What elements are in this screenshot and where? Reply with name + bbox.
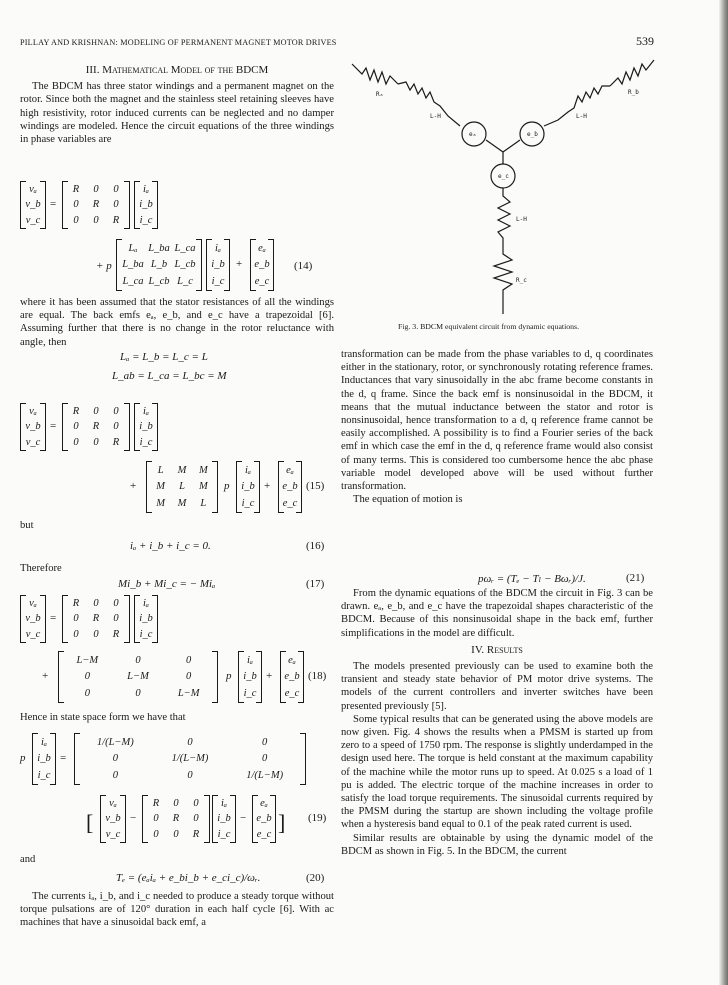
eq-number-19: (19) [308,812,327,824]
label-ea: eₐ [469,131,477,138]
matrix-v-14: vₐ v_b v_c [24,182,42,228]
operator-p: p [226,670,232,682]
page-number: 539 [636,34,654,48]
section-3-block [20,64,334,146]
label-lh-a: L-H [430,113,441,120]
label-ec: e_c [498,173,509,180]
state-space-intro: Hence in state space form we have that [20,712,186,723]
right-column-block-2: From the dynamic equations of the BDCM the circuit in Fig. 3 can be drawn. eₐ, e_b, and e_c have the trapezoidal shapes characteristic of the BDCM. Because of this nonsinusoidal shape in the back emf, further simplifications in the model are difficult. IV. Results The models presented previously can be used to examine both the transient and steady state behavior of PM motor drive systems. The models of the current controllers and inverter switches have been presented previously [5]. Some typical results that can be generated using the above models are now given. Fig. 4 shows the results when a PMSM is started up from zero to a speed of 1750 rpm. The response is slightly underdamped in the design used here. The torque is held constant at the maximum capability of the machine while the motor runs up to speed. At 0.025 s a load of 1 pu is added. The electric torque of the machine increases in order to satisfy the load torque requirements. The sinusoidal currents required by the PMSM during the startup are shown including the voltage profile when a hysteresis band equal to 0.1 of the peak rated current is used. Similar results are obtainable by using the dynamic model of the BDCM as shown in Fig. 5. In the BDCM, the current [341,588,653,857]
plus-sign: + [130,480,137,492]
matrix-L-15: L M M M L M M M L [150,462,214,512]
eq-16: iₐ + i_b + i_c = 0. [130,540,211,552]
matrix-e-15: eₐ e_b e_c [282,462,298,512]
plus-sign: + [42,670,49,682]
inductor-b [544,86,610,126]
section-4-title: IV. Results [471,643,523,656]
outer-bracket-left: [ [86,810,94,835]
paragraph-1: The BDCM has three stator windings and a permanent magnet on the rotor. Since both the magnet and the stainless steel retaining sleeves have high resistivity, rotor induced currents can be neglected and no damper windings are modeled. Hence the circuit equations of the three windings in phase variables are [20,81,334,146]
resistor-rb [610,60,654,86]
matrix-i-15b: iₐ i_b i_c [240,462,256,512]
label-lh-c: L-H [516,216,527,223]
matrix-R-18: R 0 0 0 R 0 0 0 R [66,596,126,642]
word-and: and [20,854,36,865]
bdcm-equivalent-circuit-figure [348,56,658,318]
equals-sign: = [50,198,57,210]
matrix-v-19: vₐ v_b v_c [104,796,122,842]
paragraph-2: where it has been assumed that the stator resistances of all the windings are equal. The back emfs eₐ, e_b, and e_c have a trapezoidal [6]. Assuming further that there is no change in the rotor reluctance with angle, then [20,297,334,348]
equals-sign: = [50,612,57,624]
matrix-e-14: eₐ e_b e_c [254,240,270,290]
eq-17: Mi_b + Mi_c = − Miₐ [118,578,216,590]
eq-number-14: (14) [294,260,313,272]
matrix-LM-18: L−M 0 0 0 L−M 0 0 0 L−M [62,652,214,702]
label-rc: R_c [516,277,527,284]
page-edge-shadow [719,0,728,985]
inductor-c [498,188,510,246]
eq-number-15: (15) [306,480,325,492]
matrix-R-15: R 0 0 0 R 0 0 0 R [66,404,126,450]
matrix-i-18a: iₐ i_b i_c [138,596,154,642]
matrix-i-19a: iₐ i_b i_c [36,734,52,784]
equals-sign: = [50,420,57,432]
word-therefore: Therefore [20,563,62,574]
minus-sign: − [240,812,247,824]
plus-p: + p [96,260,112,272]
matrix-v-18: vₐ v_b v_c [24,596,42,642]
inductor-a [398,82,460,126]
operator-p: p [20,752,26,764]
matrix-e-18: eₐ e_b e_c [284,652,300,702]
eq-21: pωᵣ = (Tₑ − Tₗ − Bωᵣ)/J. [478,573,586,585]
plus-sign: + [236,258,243,270]
matrix-R-14: R 0 0 0 R 0 0 0 R [66,182,126,228]
matrix-i-18b: iₐ i_b i_c [242,652,258,702]
minus-sign: − [130,812,137,824]
matrix-e-19: eₐ e_b e_c [256,796,272,842]
eq-20: Tₑ = (eₐiₐ + e_bi_b + e_ci_c)/ωᵣ. [116,872,261,884]
label-rb: R_b [628,89,639,96]
figure-3-caption: Fig. 3. BDCM equivalent circuit from dynamic equations. [398,322,580,331]
label-ra: Rₐ [376,91,384,98]
label-lh-b: L-H [576,113,587,120]
plus-sign: + [266,670,273,682]
resistor-rc [494,246,512,314]
outer-bracket-right: ] [278,810,286,835]
matrix-i-14b: iₐ i_b i_c [210,240,226,290]
operator-p: p [224,480,230,492]
equals-sign: = [60,752,67,764]
matrix-i-14a: iₐ i_b i_c [138,182,154,228]
matrix-inverse-19: 1/(L−M) 0 0 0 1/(L−M) 0 0 0 1/(L−M) [78,734,302,784]
right-column-block-1: transformation can be made from the phase variables to d, q coordinates either in the stationary, rotor, or synchronously rotating reference frames. Inductances that vary sinusoidally in the abc frame become constants in the d, q frame. Since the back emf is nonsinusoidal in the BDCM, it means that the mutual inductance between the stator and rotor is nonsinusoidal, hence transformation to a d, q reference frame cannot be easily accomplished. A possibility is to find a Fourier series of the back emf in which case the emf in the d, q reference frame would also consist of many terms. This is considered too cumbersome hence the abc phase variable model developed above will be used without further transformation. The equation of motion is [341,349,653,506]
matrix-i-19b: iₐ i_b i_c [216,796,232,842]
label-eb: e_b [527,131,538,138]
eq-number-17: (17) [306,578,325,590]
eq-mutual-inductance: L_ab = L_ca = L_bc = M [112,370,227,382]
resistor-ra [352,64,398,84]
eq-number-16: (16) [306,540,325,552]
eq-self-inductance: Lₐ = L_b = L_c = L [120,351,208,363]
matrix-i-15a: iₐ i_b i_c [138,404,154,450]
word-but: but [20,520,34,531]
matrix-R-19: R 0 0 0 R 0 0 0 R [146,796,206,842]
plus-sign: + [264,480,271,492]
eq-number-18: (18) [308,670,327,682]
eq-number-20: (20) [306,872,325,884]
section-3-title: III. Mathematical Model of the BDCM [85,64,269,76]
matrix-L-14: Lₐ L_ba L_ca L_ba L_b L_cb L_ca L_cb L_c [120,240,198,290]
eq-number-21: (21) [626,572,645,584]
paragraph-3: The currents iₐ, i_b, and i_c needed to produce a steady torque without torque pulsations are of 120° duration in each half cycle [6]. With ac machines that have a sinusoidal back emf, a [20,891,334,929]
running-title: PILLAY AND KRISHNAN: MODELING OF PERMANENT MAGNET MOTOR DRIVES [20,38,337,47]
matrix-v-15: vₐ v_b v_c [24,404,42,450]
